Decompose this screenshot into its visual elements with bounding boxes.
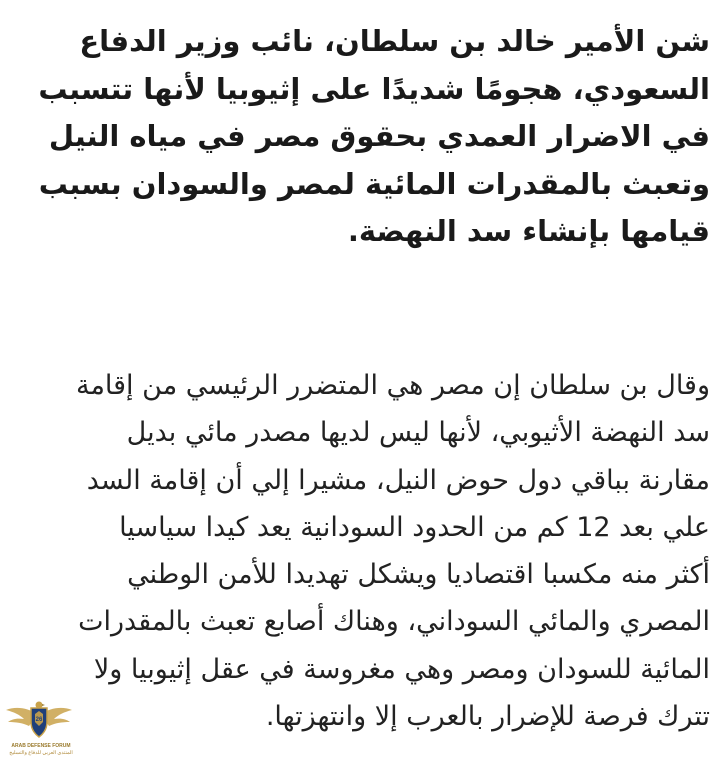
body-line: سد النهضة الأثيوبي، لأنها ليس لديها مصدر مائي بديل	[126, 417, 710, 449]
watermark-arabic-text: المنتدى العربي للدفاع والتسليح	[9, 750, 73, 756]
body-line: علي بعد 12 كم من الحدود السودانية يعد كيدا سياسيا	[119, 511, 710, 543]
lead-line: قيامها بإنشاء سد النهضة.	[347, 214, 710, 248]
watermark-english-text: ARAB DEFENSE FORUM	[11, 743, 71, 749]
body-line: المصري والمائي السوداني، وهناك أصابع تعبث بالمقدرات	[78, 606, 710, 638]
lead-line: في الاضرار العمدي بحقوق مصر في مياه النيل	[48, 119, 710, 153]
body-line: المائية للسودان ومصر وهي مغروسة في عقل إثيوبيا ولا	[93, 653, 710, 685]
lead-line: وتعبث بالمقدرات المائية لمصر والسودان بسبب	[38, 166, 710, 201]
eagle-shield-icon	[4, 698, 74, 744]
lead-line: شن الأمير خالد بن سلطان، نائب وزير الدفاع	[79, 24, 710, 58]
body-line: وقال بن سلطان إن مصر هي المتضرر الرئيسي من إقامة	[75, 370, 710, 401]
arab-defense-forum-watermark	[4, 698, 74, 758]
body-line: مقارنة بباقي دول حوض النيل، مشيرا إلي أن إقامة السد	[86, 464, 710, 496]
body-line: أكثر منه مكسبا اقتصاديا ويشكل تهديدا للأمن الوطني	[127, 559, 710, 591]
body-paragraph	[10, 362, 710, 740]
svg-text:26: 26	[35, 717, 43, 723]
lead-paragraph	[10, 18, 710, 256]
body-line: تترك فرصة للإضرار بالعرب إلا وانتهزتها.	[265, 701, 710, 733]
lead-line: السعودي، هجومًا شديدًا على إثيوبيا لأنها تتسبب	[38, 71, 710, 106]
